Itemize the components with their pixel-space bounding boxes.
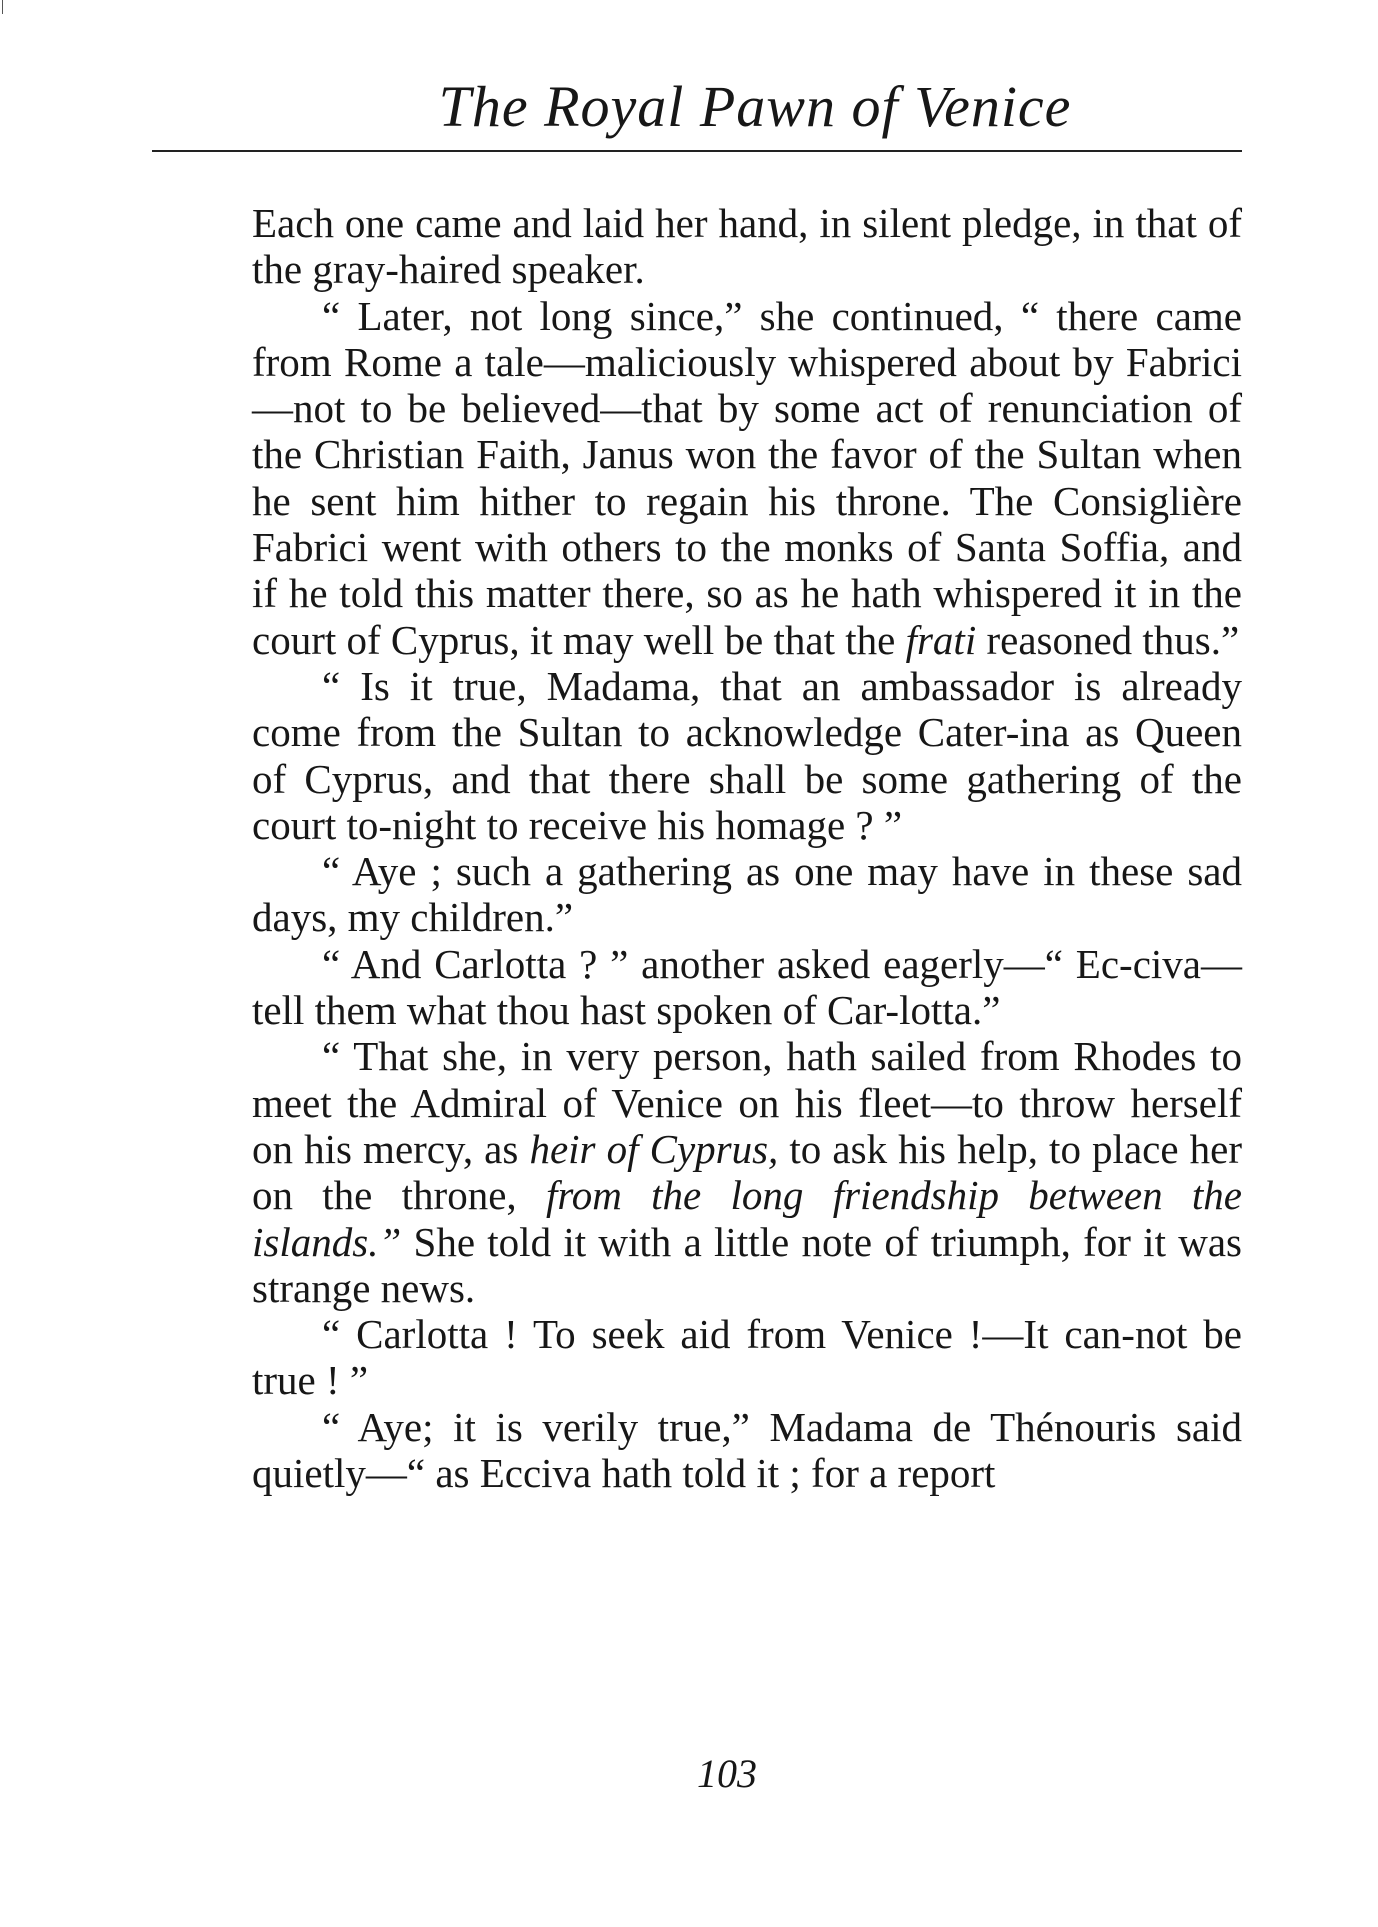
italic-span: frati xyxy=(905,616,977,663)
paragraph xyxy=(252,293,1242,663)
text-span: “ Carlotta ! To seek aid from Venice !—It can-not be true ! ” xyxy=(252,1311,1242,1404)
paragraph xyxy=(252,1404,1242,1497)
text-span: reasoned thus.” xyxy=(976,616,1240,663)
scan-margin-mark xyxy=(2,0,3,14)
header-rule xyxy=(152,150,1242,152)
body-text xyxy=(252,200,1242,1496)
paragraph xyxy=(252,941,1242,1034)
text-span: “ And Carlotta ? ” another asked eagerly—“ Ec-civa—tell them what thou hast spoken of Car-lotta.” xyxy=(252,940,1242,1034)
page-number: 103 xyxy=(697,1751,757,1796)
paragraph xyxy=(252,1311,1242,1404)
italic-span: heir of Cyprus, xyxy=(529,1125,779,1172)
text-span: “ Aye ; such a gathering as one may have in these sad days, my children.” xyxy=(252,848,1242,941)
running-head: The Royal Pawn of Venice xyxy=(438,74,1072,139)
text-span: “ Is it true, Madama, that an ambassador is already come from the Sultan to acknowledge Cater-ina as Queen of Cyprus, and that there shall be some gathering of the court to-night to receive his homage ? ” xyxy=(252,662,1242,848)
text-span: “ Later, not long since,” she continued, “ there came from Rome a tale—maliciously whispered about by Fabrici—not to be believed—that by some act of renunciation of the Christian Faith, Janus won the favor of the Sultan when he sent him hither to regain his throne. The Consiglière Fabrici went with others to the monks of Santa Soffia, and if he told this matter there, so as he hath whispered it in the court of Cyprus, it may well be that the xyxy=(252,292,1242,663)
text-span: “ Aye; it is verily true,” Madama de Thénouris said quietly—“ as Ecciva hath told it ; for a report xyxy=(252,1403,1242,1497)
italic-span: from the long friendship between the islands.” xyxy=(252,1172,1242,1265)
paragraph xyxy=(252,848,1242,941)
text-span: “ That she, in very person, hath sailed from Rhodes to meet the Admiral of Venice on his fleet—to throw herself on his mercy, as xyxy=(252,1033,1242,1172)
paragraph xyxy=(252,663,1242,848)
text-span: She told it with a little note of triumph, for it was strange news. xyxy=(252,1218,1242,1311)
paragraph xyxy=(252,200,1242,293)
text-span: to ask his help, to place her on the throne, xyxy=(252,1125,1242,1219)
text-span: Each one came and laid her hand, in silent pledge, in that of the gray-haired speaker. xyxy=(252,200,1242,293)
paragraph xyxy=(252,1033,1242,1311)
